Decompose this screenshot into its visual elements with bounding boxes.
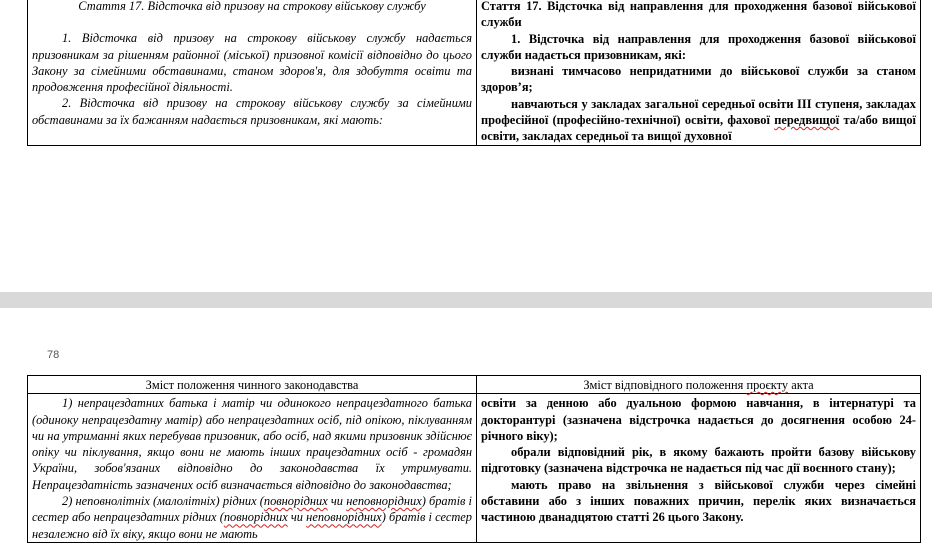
- spellcheck-underlined-word: проєкту: [746, 378, 789, 392]
- draft-paragraph-2: визнані тимчасово непридатними до військової служби за станом здоров’я;: [481, 64, 916, 95]
- current-article-title: Стаття 17. Відсточка від призову на строкову військову службу: [78, 0, 426, 13]
- current-paragraph-2: 2. Відсточка від призову на строкову військову службу за сімейними обставинами за їх бажанням надається призовникам, які мають:: [32, 96, 472, 127]
- current-paragraph-1: 1. Відсточка від призову на строкову військову службу надається призовникам за рішенням районної (міської) призовної комісії відповідно до цього Закону за сімейними обставинами, станом здоров'я, для здобуття освіти та продовження професійної діяльності.: [32, 31, 472, 95]
- draft-paragraph-release: мають право на звільнення з військової служби через сімейні обставини або з інших поважних причин, перелік яких визначається частиною дванадцятою статті 26 цього Закону.: [481, 477, 916, 525]
- header-current-law: Зміст положення чинного законодавства: [28, 376, 477, 394]
- page-separator: [0, 292, 932, 308]
- draft-paragraph-year: обрали відповідний рік, в якому бажають пройти базову військову підготовку (зазначена відстрочка не надається під час дії воєнного стану);: [481, 445, 916, 476]
- draft-act-cell: [477, 394, 921, 543]
- current-item-1: 1) непрацездатних батька і матір чи одинокого непрацездатного батька (одиноку непрацездатну матір) або непрацездатних осіб, під опікою, піклуванням чи на утриманні яких перебував призовник, або осіб, над якими призовник здійснює опіку чи піклування, якщо вони не мають інших працездатних осіб - громадян України, зобов'язаних відповідно до законодавства їх утримувати. Непрацездатність зазначених осіб визначається відповідно до законодавства;: [32, 396, 472, 492]
- draft-paragraph-1: 1. Відсточка від направлення для проходження базової військової служби надається призовникам, які:: [481, 31, 916, 62]
- current-item-2: 2) неповнолітніх (малолітніх) рідних (повнорідних чи неповнорідних) братів і сестер або непрацездатних рідних (повнорідних чи неповнорідних) братів і сестер незалежно від їх віку, якщо вони не мають: [32, 494, 472, 541]
- draft-act-cell: [477, 0, 921, 145]
- comparison-table-bottom: [27, 375, 922, 558]
- draft-article-title: Стаття 17. Відсточка від направлення для проходження базової військової служби: [481, 0, 916, 30]
- spellcheck-underlined-word: передвищої: [774, 113, 840, 128]
- header-draft-act: Зміст відповідного положення проєкту акта: [477, 376, 921, 394]
- draft-continuation: освіти за денною або дуальною формою навчання, в інтернатурі та докторантурі (зазначена відстрочка надається до досягнення особою 24-річного віку);: [481, 396, 916, 443]
- current-law-cell: [28, 394, 477, 543]
- draft-paragraph-3: навчаються у закладах загальної середньої освіти ІІІ ступеня, закладах професійної (професійно-технічної) освіти, фахової передвищої та/або вищої освіти, закладах середньої та вищої духовної: [481, 96, 916, 144]
- current-law-cell: [28, 0, 477, 145]
- page-number: 78: [47, 349, 60, 361]
- comparison-table-top: [27, 0, 922, 160]
